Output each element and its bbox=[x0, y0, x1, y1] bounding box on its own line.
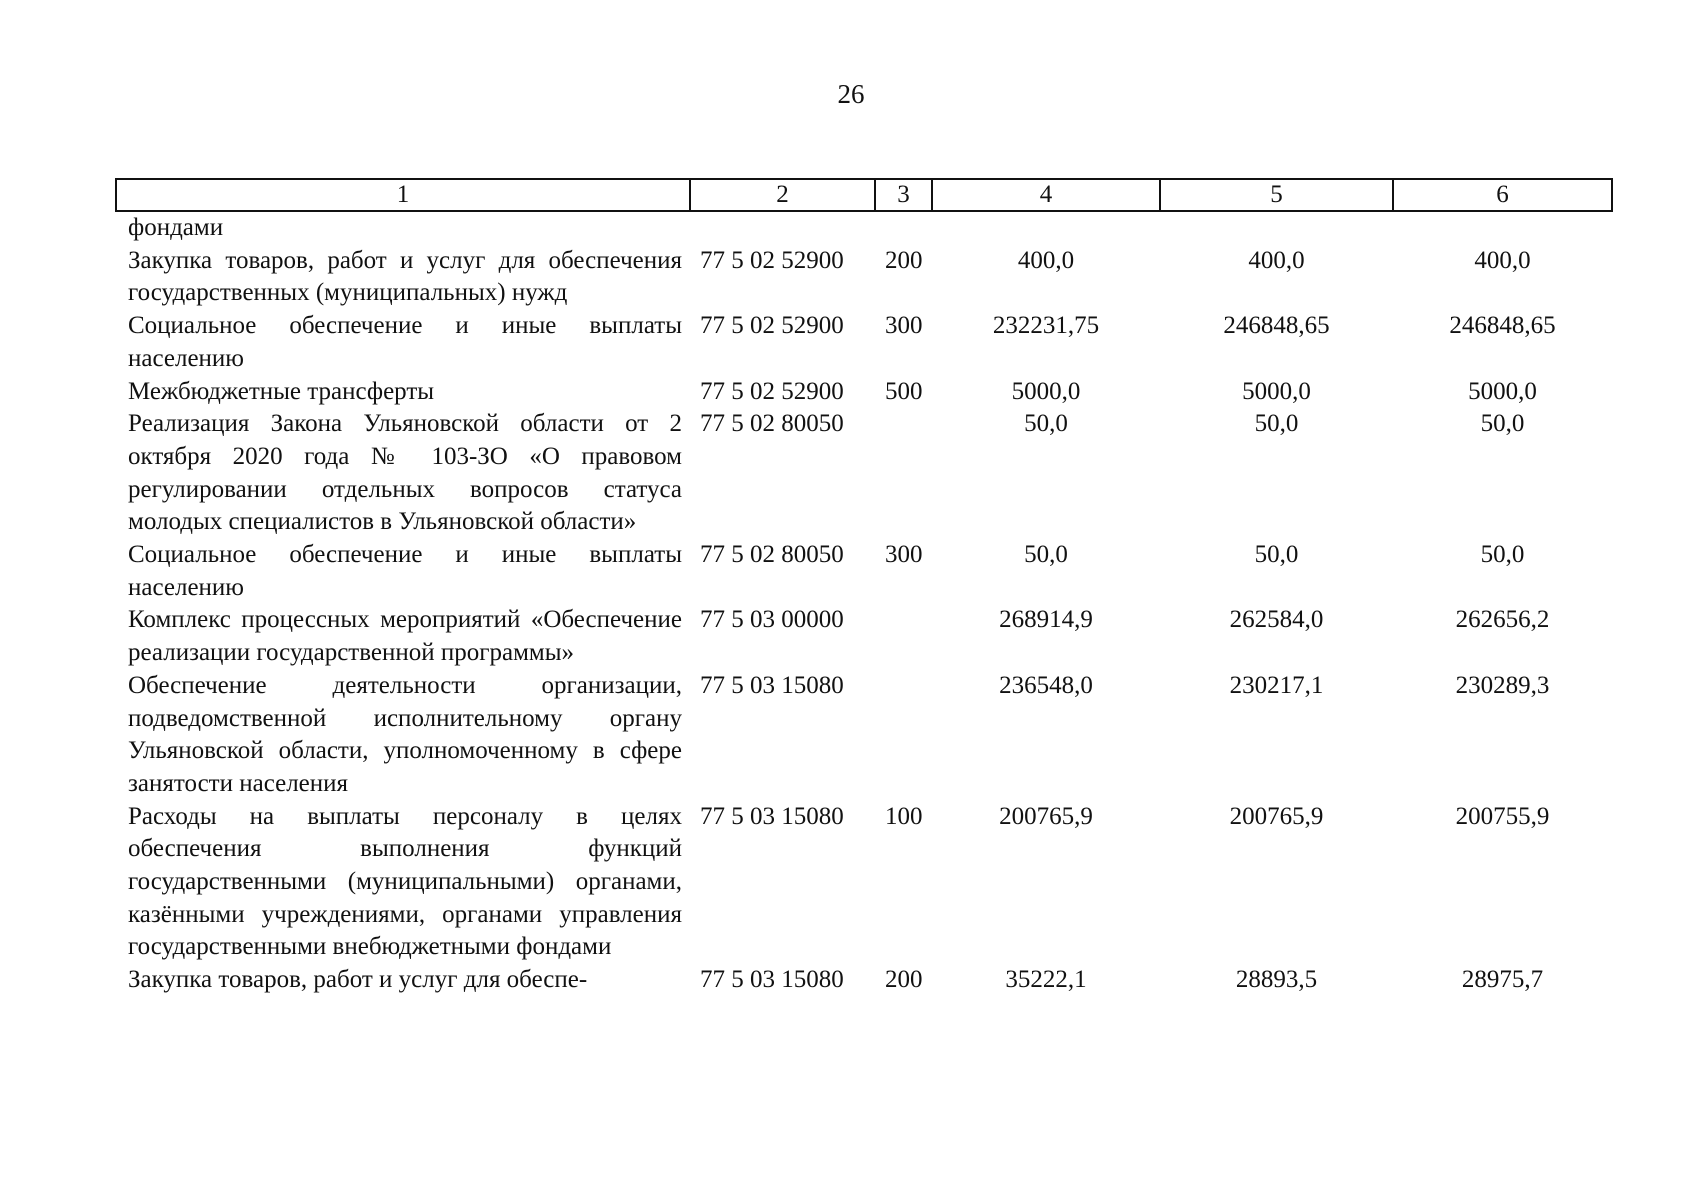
row-value-col6: 246848,65 bbox=[1449, 312, 1556, 340]
row-value-col5: 200765,9 bbox=[1229, 802, 1324, 830]
row-value-col4: 236548,0 bbox=[999, 671, 1093, 699]
row-value-col5: 400,0 bbox=[1248, 246, 1305, 274]
row-value-col4: 50,0 bbox=[1024, 410, 1068, 438]
row-value-col5: 5000,0 bbox=[1242, 377, 1311, 405]
row-name: Социальное обеспечение и иные выплаты населению bbox=[128, 541, 682, 601]
table-row bbox=[116, 670, 1612, 801]
row-value-col6: 230289,3 bbox=[1455, 671, 1550, 699]
table-row bbox=[116, 310, 1612, 375]
row-value-col4: 35222,1 bbox=[1005, 966, 1087, 994]
table-row bbox=[116, 245, 1612, 310]
row-value-col5: 50,0 bbox=[1254, 410, 1299, 438]
row-expense-type: 300 bbox=[885, 312, 923, 340]
row-expense-type bbox=[875, 408, 932, 539]
table-row bbox=[116, 211, 1612, 245]
budget-table bbox=[115, 178, 1613, 997]
row-expense-type: 200 bbox=[885, 966, 923, 994]
budget-table-container bbox=[115, 178, 1611, 997]
row-expense-type: 300 bbox=[885, 541, 923, 569]
row-code: 77 5 02 52900 bbox=[700, 377, 844, 405]
row-code: 77 5 02 52900 bbox=[700, 312, 844, 340]
row-expense-type: 100 bbox=[885, 802, 923, 830]
row-code: 77 5 03 15080 bbox=[700, 671, 844, 699]
column-header-3: 3 bbox=[875, 179, 932, 211]
column-header-1: 1 bbox=[116, 179, 690, 211]
row-name: Закупка товаров, работ и услуг для обеспечения государственных (муниципальных) нужд bbox=[128, 246, 682, 307]
row-value-col6 bbox=[1393, 211, 1612, 245]
row-value-col6: 5000,0 bbox=[1468, 377, 1537, 405]
row-value-col4: 5000,0 bbox=[1011, 377, 1081, 405]
row-expense-type bbox=[875, 670, 932, 801]
row-code bbox=[690, 211, 875, 245]
table-row bbox=[116, 539, 1612, 604]
row-name: Комплекс процессных мероприятий «Обеспечение реализации государственной программы» bbox=[128, 606, 682, 667]
table-row bbox=[116, 408, 1612, 539]
row-value-col4: 268914,9 bbox=[999, 606, 1093, 634]
row-name: Закупка товаров, работ и услуг для обеспе- bbox=[128, 966, 588, 994]
column-header-6: 6 bbox=[1393, 179, 1612, 211]
column-header-4: 4 bbox=[932, 179, 1160, 211]
row-value-col6: 28975,7 bbox=[1461, 966, 1544, 994]
row-value-col5: 50,0 bbox=[1254, 541, 1299, 569]
table-row bbox=[116, 376, 1612, 409]
row-value-col5: 246848,65 bbox=[1223, 312, 1330, 340]
row-value-col4: 400,0 bbox=[1017, 246, 1075, 274]
row-value-col6: 400,0 bbox=[1474, 246, 1531, 274]
row-value-col5: 28893,5 bbox=[1235, 966, 1318, 994]
table-row bbox=[116, 801, 1612, 965]
row-name: Расходы на выплаты персоналу в целях обеспечения выполнения функций государственными (муниципальными) органами, казёнными учреждениями, органами управления государственными внебюджетными фондами bbox=[128, 802, 682, 961]
row-value-col6: 200755,9 bbox=[1455, 802, 1550, 830]
row-code: 77 5 02 52900 bbox=[700, 246, 844, 274]
table-row bbox=[116, 964, 1612, 997]
row-code: 77 5 03 00000 bbox=[700, 606, 844, 634]
row-expense-type: 200 bbox=[885, 246, 923, 274]
row-value-col4: 232231,75 bbox=[992, 312, 1100, 340]
row-value-col5: 262584,0 bbox=[1229, 606, 1324, 634]
row-value-col6: 50,0 bbox=[1480, 541, 1525, 569]
row-code: 77 5 03 15080 bbox=[700, 966, 844, 994]
row-name: Обеспечение деятельности организации, подведомственной исполнительному органу Ульяновской области, уполномоченному в сфере занятости населения bbox=[128, 671, 682, 797]
row-name: фондами bbox=[128, 214, 224, 241]
row-value-col5: 230217,1 bbox=[1229, 671, 1324, 699]
row-name: Реализация Закона Ульяновской области от 2 октября 2020 года № 103-ЗО «О правовом регулировании отдельных вопросов статуса молодых специалистов в Ульяновской области» bbox=[128, 410, 682, 536]
row-value-col4: 200765,9 bbox=[999, 802, 1093, 830]
row-value-col6: 262656,2 bbox=[1455, 606, 1550, 634]
page-number: 26 bbox=[837, 79, 865, 109]
table-body bbox=[116, 211, 1612, 997]
table-row bbox=[116, 604, 1612, 669]
row-name: Социальное обеспечение и иные выплаты населению bbox=[128, 312, 682, 372]
row-code: 77 5 02 80050 bbox=[700, 410, 844, 438]
table-header-row bbox=[116, 179, 1612, 211]
row-value-col6: 50,0 bbox=[1480, 410, 1525, 438]
row-expense-type: 500 bbox=[885, 377, 923, 405]
row-expense-type bbox=[875, 211, 932, 245]
row-name: Межбюджетные трансферты bbox=[128, 377, 435, 405]
table-header bbox=[116, 179, 1612, 211]
column-header-5: 5 bbox=[1160, 179, 1393, 211]
row-code: 77 5 03 15080 bbox=[700, 802, 844, 830]
row-expense-type bbox=[875, 604, 932, 669]
column-header-2: 2 bbox=[690, 179, 875, 211]
row-value-col5 bbox=[1160, 211, 1393, 245]
row-value-col4: 50,0 bbox=[1024, 541, 1068, 569]
row-value-col4 bbox=[932, 211, 1160, 245]
row-code: 77 5 02 80050 bbox=[700, 541, 844, 569]
